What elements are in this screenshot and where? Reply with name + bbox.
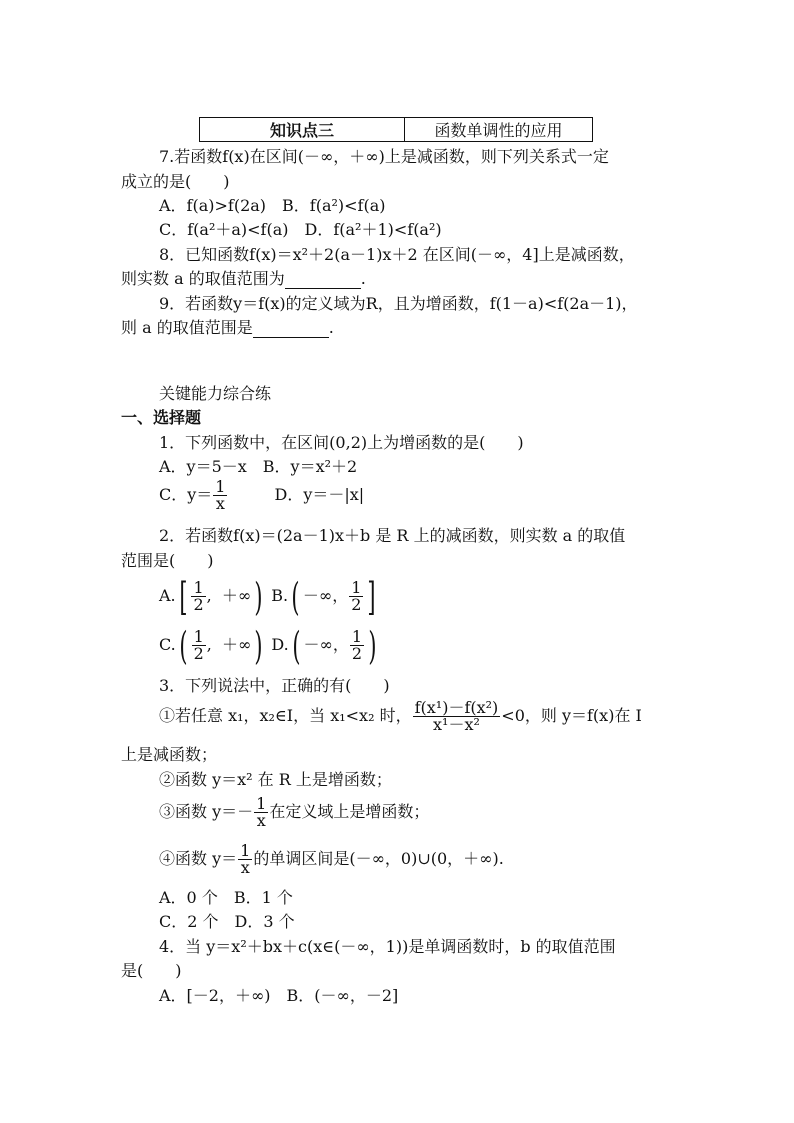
p2-options-cd bbox=[159, 623, 380, 667]
p3-s4-fraction bbox=[238, 843, 252, 876]
p3-s3-prefix: ③函数 y＝－ bbox=[159, 802, 254, 821]
p2-d-inf: －∞， bbox=[303, 635, 349, 654]
p2-a-den: 2 bbox=[193, 595, 204, 614]
p2-b-inf: －∞， bbox=[302, 586, 349, 605]
p2-b-right-bracket: ] bbox=[367, 574, 376, 619]
p1-option-c-fraction bbox=[213, 479, 227, 512]
p2-c-den: 2 bbox=[193, 644, 204, 663]
p2-c-num: 1 bbox=[193, 627, 204, 646]
p2-d-num: 1 bbox=[351, 627, 363, 646]
p3-s3-denominator: x bbox=[256, 811, 266, 830]
q9-answer-blank bbox=[253, 321, 329, 338]
q8-line1: 8．已知函数f(x)＝x²＋2(a－1)x＋2 在区间(－∞，4]上是减函数， bbox=[159, 245, 635, 264]
q9-line2-text: 则 a 的取值范围是 bbox=[121, 318, 253, 337]
p3-options-ab: A．0 个 B．1 个 bbox=[159, 888, 293, 907]
p2-a-half bbox=[191, 580, 205, 613]
p2-a-inf: ＋∞ bbox=[221, 586, 252, 605]
p2-c-left-paren: ( bbox=[179, 623, 188, 668]
p2-a-num: 1 bbox=[193, 578, 204, 597]
q8-line2-text: 则实数 a 的取值范围为 bbox=[121, 269, 285, 288]
p2-line1: 2．若函数f(x)＝(2a－1)x＋b 是 R 上的减函数，则实数 a 的取值 bbox=[159, 526, 626, 545]
p2-c-inf: ＋∞ bbox=[222, 635, 252, 654]
p1-option-c-prefix: C．y＝ bbox=[159, 485, 213, 504]
p4-options-ab: A．[－2，＋∞) B．(－∞，－2] bbox=[159, 986, 399, 1005]
p3-s1-suffix: <0，则 y＝f(x)在 I bbox=[501, 706, 642, 725]
p1-stem: 1．下列函数中，在区间(0,2)上为增函数的是( ) bbox=[159, 433, 524, 452]
p2-a-right-paren: ) bbox=[254, 574, 263, 619]
p3-s1-prefix: ①若任意 x₁，x₂∈I，当 x₁<x₂ 时， bbox=[159, 706, 412, 725]
p2-options-ab bbox=[159, 574, 379, 618]
p3-options-cd: C．2 个 D．3 个 bbox=[159, 912, 295, 931]
q7-line2: 成立的是( ) bbox=[121, 172, 230, 191]
p2-d-half bbox=[350, 629, 364, 662]
p1-options-cd bbox=[159, 479, 364, 512]
p2-b-label: B. bbox=[271, 586, 289, 605]
p2-b-left-paren: ( bbox=[291, 574, 300, 619]
p3-statement-4 bbox=[159, 843, 504, 876]
p1-options-ab: A．y＝5－x B．y＝x²＋2 bbox=[159, 457, 358, 476]
p4-line2: 是( ) bbox=[121, 961, 182, 980]
p3-statement-3 bbox=[159, 796, 429, 829]
p2-a-label: A. bbox=[159, 586, 176, 605]
p2-c-comma: , bbox=[206, 635, 212, 654]
p3-s4-numerator: 1 bbox=[240, 841, 251, 860]
q8-answer-blank bbox=[285, 272, 361, 289]
q8-period: . bbox=[360, 269, 366, 288]
q9-line1: 9．若函数y＝f(x)的定义域为R，且为增函数，f(1－a)<f(2a－1)， bbox=[159, 294, 638, 313]
p2-a-comma: , bbox=[206, 586, 212, 605]
topic-header-table bbox=[199, 117, 593, 142]
p2-a-left-bracket: [ bbox=[178, 574, 188, 619]
q9-period: . bbox=[328, 318, 334, 337]
p3-stem: 3．下列说法中，正确的有( ) bbox=[159, 676, 390, 695]
p1-c-numerator: 1 bbox=[215, 477, 226, 496]
p1-option-d: D．y＝－|x| bbox=[274, 485, 365, 504]
section-subtitle: 一、选择题 bbox=[121, 408, 202, 427]
p3-statement-1 bbox=[159, 700, 642, 733]
p2-c-label: C. bbox=[159, 635, 176, 654]
p2-d-label: D. bbox=[271, 635, 289, 654]
p3-s1-line2: 上是减函数； bbox=[121, 745, 218, 764]
p3-s3-fraction bbox=[254, 796, 268, 829]
section-title: 关键能力综合练 bbox=[159, 384, 272, 403]
q8-line2 bbox=[121, 269, 366, 289]
p2-d-den: 2 bbox=[351, 644, 363, 663]
p2-line2: 范围是( ) bbox=[121, 551, 214, 570]
p3-s1-numerator: f(x¹)－f(x²) bbox=[414, 698, 499, 717]
p2-c-half bbox=[192, 629, 206, 662]
q7-options-cd: C．f(a²＋a)<f(a) D．f(a²＋1)<f(a²) bbox=[159, 220, 442, 239]
p3-s3-suffix: 在定义域上是增函数； bbox=[269, 802, 430, 821]
q7-options-ab: A．f(a)>f(2a) B．f(a²)<f(a) bbox=[159, 196, 386, 215]
topic-number-cell: 知识点三 bbox=[200, 118, 405, 142]
p3-s3-numerator: 1 bbox=[256, 794, 267, 813]
p2-b-num: 1 bbox=[351, 578, 362, 597]
p2-d-right-paren: ) bbox=[368, 623, 377, 668]
q7-line1: 7.若函数f(x)在区间(－∞，＋∞)上是减函数，则下列关系式一定 bbox=[159, 147, 609, 166]
p2-b-den: 2 bbox=[351, 595, 362, 614]
p3-s1-fraction bbox=[413, 700, 501, 733]
p2-c-right-paren: ) bbox=[254, 623, 263, 668]
p4-line1: 4．当 y＝x²＋bx＋c(x∈(－∞，1))是单调函数时，b 的取值范围 bbox=[159, 937, 616, 956]
q9-line2 bbox=[121, 318, 334, 338]
p3-statement-2: ②函数 y＝x² 在 R 上是增函数； bbox=[159, 770, 392, 789]
p2-d-left-paren: ( bbox=[291, 623, 301, 668]
p3-s4-suffix: 的单调区间是(－∞，0)∪(0，＋∞). bbox=[253, 849, 504, 868]
p2-b-half bbox=[349, 580, 363, 613]
topic-title-cell: 函数单调性的应用 bbox=[405, 118, 593, 142]
p1-c-denominator: x bbox=[215, 494, 225, 513]
p3-s4-denominator: x bbox=[240, 858, 250, 877]
p3-s4-prefix: ④函数 y＝ bbox=[159, 849, 238, 868]
p3-s1-denominator: x¹－x² bbox=[433, 715, 480, 734]
